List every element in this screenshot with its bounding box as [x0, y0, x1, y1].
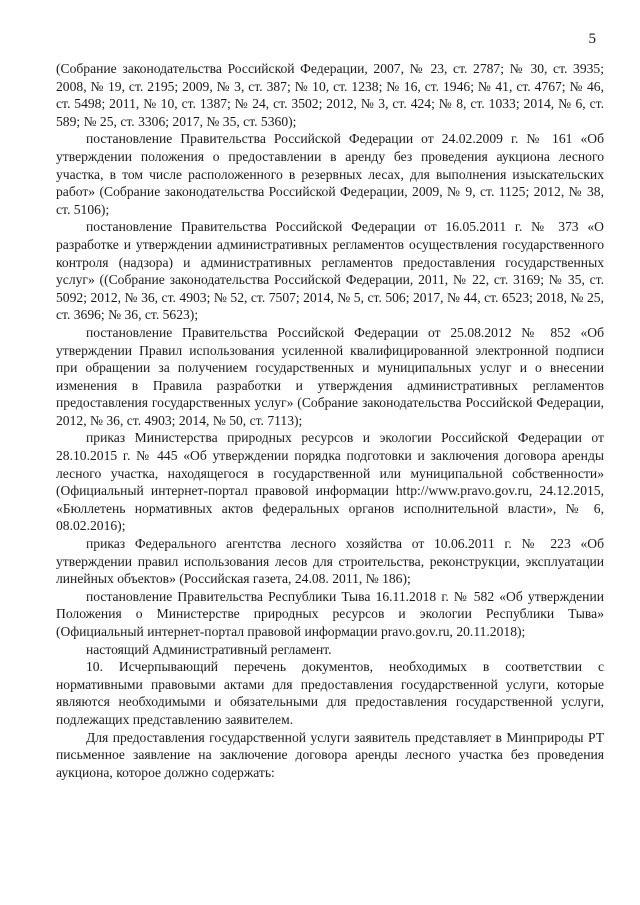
- paragraph-order-223: приказ Федерального агентства лесного хозяйства от 10.06.2011 г. № 223 «Об утверждении правил использования лесов для строительства, реконструкции, эксплуатации линейных объектов» (Российская газета, 24.08. 2011, № 186);: [56, 536, 604, 587]
- page-number: 5: [588, 31, 596, 47]
- paragraph-this-regulation: настоящий Административный регламент.: [86, 641, 332, 657]
- paragraph-sobranie-continuation: (Собрание законодательства Российской Федерации, 2007, № 23, ст. 2787; № 30, ст. 3935; 2008, № 19, ст. 2195; 2009, № 3, ст. 387; № 10, ст. 1238; № 16, ст. 1946; № 41, ст. 4767; № 46, ст. 5498; 2011, № 10, ст. 1387; № 24, ст. 3502; 2012, № 3, ст. 424; № 8, ст. 1033; 2014, № 6, ст. 589; № 25, ст. 3306; 2017, № 35, ст. 5360);: [56, 61, 604, 129]
- paragraph-resolution-852: постановление Правительства Российской Федерации от 25.08.2012 № 852 «Об утверждении Правил использования усиленной квалифицированной электронной подписи при обращении за получением государственных и муниципальных услуг и о внесении изменения в Правила разработки и утверждения административных регламентов предоставления государственных услуг» (Собрание законодательства Российской Федерации, 2012, № 36, ст. 4903; 2014, № 50, ст. 7113);: [56, 324, 604, 428]
- paragraph-resolution-582: постановление Правительства Республики Тыва 16.11.2018 г. № 582 «Об утверждении Положения о Министерстве природных ресурсов и экологии Республики Тыва» (Официальный интернет-портал правовой информации pravo.gov.ru, 20.11.2018);: [56, 588, 604, 639]
- paragraph-resolution-161: постановление Правительства Российской Федерации от 24.02.2009 г. № 161 «Об утверждении положения о предоставлении в аренду без проведения аукциона лесного участка, в том числе расположенного в резервных лесах, для выполнения изыскательских работ» (Собрание законодательства Российской Федерации, 2009, № 9, ст. 1125; 2012, № 38, ст. 5106);: [56, 131, 604, 217]
- paragraph-application-requirements: Для предоставления государственной услуги заявитель представляет в Минприроды РТ письменное заявление на заключение договора аренды лесного участка без проведения аукциона, которое должно содержать:: [56, 729, 604, 780]
- paragraph-section-10: 10. Исчерпывающий перечень документов, необходимых в соответствии с нормативными правовыми актами для предоставления государственной услуги, которые являются необходимыми и обязательными для предоставления государственной услуги, подлежащих представлению заявителем.: [56, 659, 604, 727]
- paragraph-resolution-373: постановление Правительства Российской Федерации от 16.05.2011 г. № 373 «О разработке и утверждении административных регламентов осуществления государственного контроля (надзора) и административных регламентов предоставления государственных услуг» ((Собрание законодательства Российской Федерации, 2011, № 22, ст. 3169; № 35, ст. 5092; 2012, № 36, ст. 4903; № 52, ст. 7507; 2014, № 5, ст. 506; 2017, № 44, ст. 6523; 2018, № 25, ст. 3696; № 36, ст. 5623);: [56, 219, 604, 323]
- paragraph-order-445: приказ Министерства природных ресурсов и экологии Российской Федерации от 28.10.2015 г. № 445 «Об утверждении порядка подготовки и заключения договора аренды лесного участка, находящегося в государственной или муниципальной собственности» (Официальный интернет-портал правовой информации http://www.pravo.gov.ru, 24.12.2015, «Бюллетень нормативных актов федеральных органов исполнительной власти», № 6, 08.02.2016);: [56, 430, 604, 534]
